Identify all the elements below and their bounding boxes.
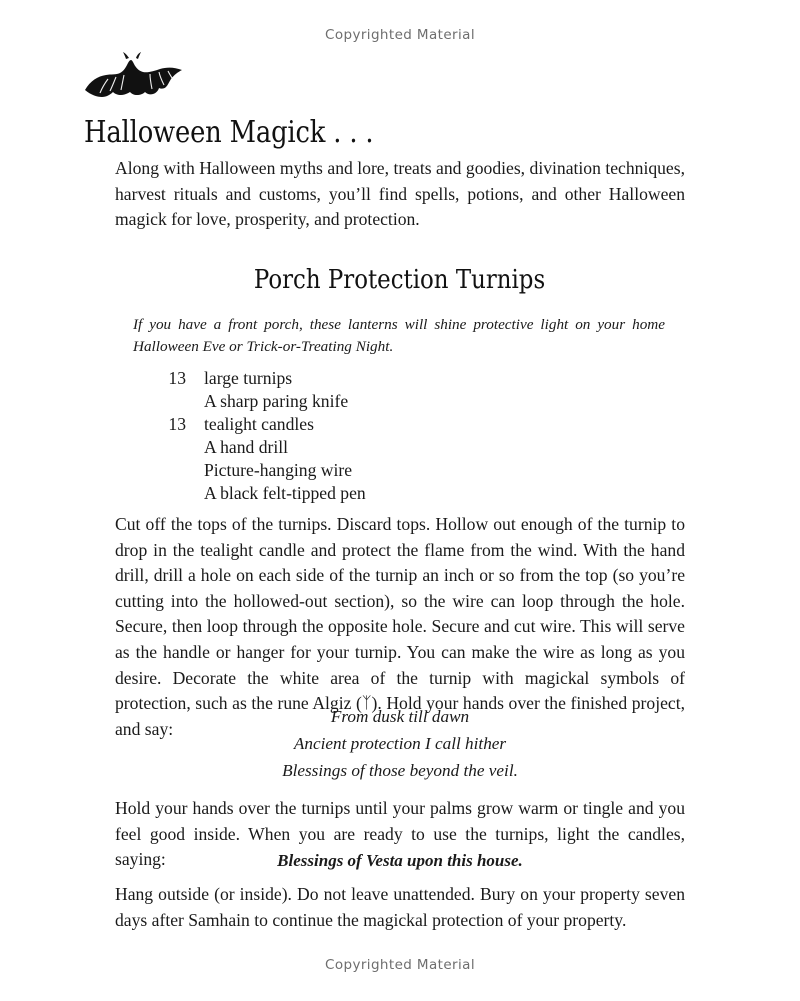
recipe-note: If you have a front porch, these lanterns will shine protective light on your home Halloween Eve or Trick-or-Treating Night. [133, 316, 665, 355]
ingredient-name: A sharp paring knife [204, 391, 349, 412]
ingredient-quantity: 13 [168, 414, 186, 435]
list-item [150, 413, 550, 436]
bat-icon [78, 48, 190, 108]
algiz-rune-icon: ᛉ [361, 693, 372, 713]
ingredient-quantity: 13 [168, 368, 186, 388]
chant-line: From dusk till dawn [330, 707, 470, 726]
ingredient-name: large turnips [204, 368, 293, 388]
ingredient-name: tealight candles [204, 414, 314, 435]
list-item [150, 390, 550, 413]
final-paragraph: Hang outside (or inside). Do not leave unattended. Bury on your property seven days after Samhain to continue the magickal protection of your property. [115, 884, 685, 930]
closing-paragraph: Hold your hands over the turnips until your palms grow warm or tingle and you feel good inside. When you are ready to use the turnips, light the candles, saying: [115, 798, 685, 870]
blessing-line: Blessings of Vesta upon this house. [277, 851, 523, 870]
chapter-intro-paragraph: Along with Halloween myths and lore, treats and goodies, divination techniques, harvest rituals and customs, you’ll find spells, potions, and other Halloween magick for love, prosperity, and protection. [115, 158, 685, 230]
chant-line: Ancient protection I call hither [293, 734, 507, 753]
ingredient-name: A hand drill [204, 437, 289, 458]
ingredient-name: Picture-hanging wire [204, 460, 353, 481]
header-watermark: Copyrighted Material [325, 27, 475, 43]
list-item [150, 459, 550, 482]
ingredient-name: A black felt-tipped pen [204, 483, 366, 504]
list-item [150, 436, 550, 459]
footer-watermark: Copyrighted Material [325, 957, 475, 973]
instructions-text-part2: ). Hold your hands over the finished project, and say: [115, 693, 685, 739]
chant-line: Blessings of those beyond the veil. [282, 761, 518, 780]
instructions-text-part1: Cut off the tops of the turnips. Discard tops. Hollow out enough of the turnip to drop in the tealight candle and protect the flame from the wind. With the hand drill, drill a hole on each side of the turnip an inch or so from the top (so you’re cutting into the hollowed-out section), so the wire can loop through the hole. Secure, then loop through the opposite hole. Secure and cut wire. This will serve as the handle or hanger for your turnip. You can make the wire as long as you desire. Decorate the white area of the turnip with magickal symbols of protection, such as the rune Algiz ( [115, 514, 685, 714]
list-item [150, 482, 550, 505]
recipe-title [0, 267, 800, 293]
recipe-title-text: Porch Protection Turnips [254, 265, 546, 295]
list-item [150, 367, 550, 390]
ingredients-list [150, 367, 550, 505]
page-title: Halloween Magick . . . [84, 115, 374, 150]
